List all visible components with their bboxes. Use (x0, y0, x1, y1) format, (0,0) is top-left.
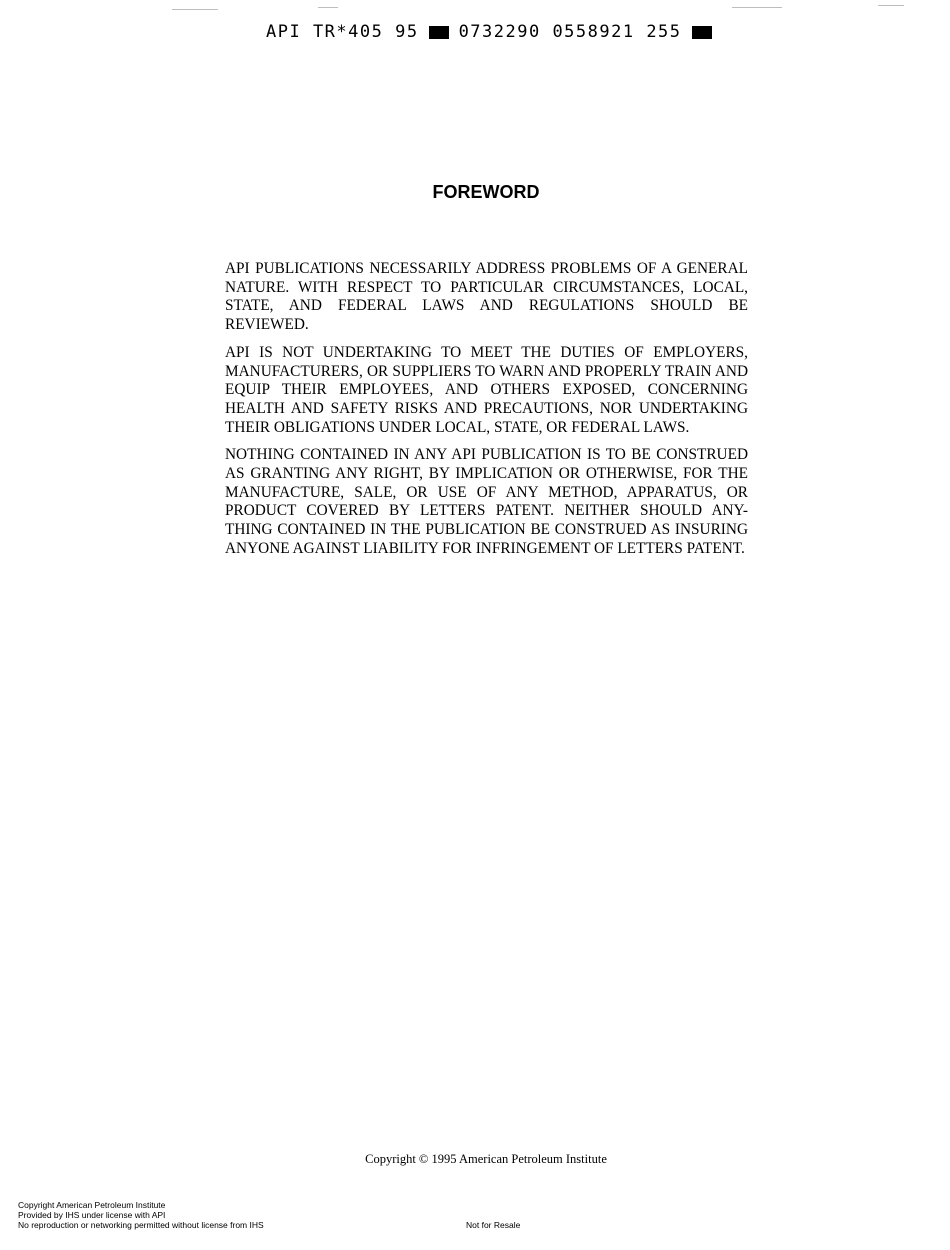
scan-artifact (878, 5, 904, 6)
footer-line: Copyright American Petroleum Institute (18, 1200, 166, 1210)
not-for-resale-label: Not for Resale (466, 1220, 521, 1230)
foreword-paragraph: NOTHING CONTAINED IN ANY API PUBLICATION IS TO BE CONSTRUED AS GRANTING ANY RIGHT, BY IMPLICATION OR OTHERWISE, FOR THE MANUFACTURE, SALE, OR USE OF ANY METHOD, APPARATUS, OR PRODUCT COVERED BY LETTERS PATENT. NEITHER SHOULD ANY-THING CONTAINED IN THE PUBLICATION BE CONSTRUED AS INSURING ANYONE AGAINST LIABILITY FOR INFRINGEMENT OF LETTERS PATENT. (225, 446, 748, 557)
footer-line: Provided by IHS under license with API (18, 1210, 166, 1220)
foreword-paragraph: API PUBLICATIONS NECESSARILY ADDRESS PROBLEMS OF A GENERAL NATURE. WITH RESPECT TO PARTICULAR CIRCUMSTANCES, LOCAL, STATE, AND FEDERAL LAWS AND REGULATIONS SHOULD BE REVIEWED. (225, 260, 748, 334)
license-footer (18, 1200, 264, 1230)
barcode-block-icon (692, 26, 712, 39)
copyright-notice: Copyright © 1995 American Petroleum Institute (365, 1152, 607, 1166)
foreword-paragraph: API IS NOT UNDERTAKING TO MEET THE DUTIES OF EMPLOYERS, MANUFACTURERS, OR SUPPLIERS TO WARN AND PROPERLY TRAIN AND EQUIP THEIR EMPLOYEES, AND OTHERS EXPOSED, CONCERNING HEALTH AND SAFETY RISKS AND PRECAUTIONS, NOR UNDERTAKING THEIR OBLIGATIONS UNDER LOCAL, STATE, OR FEDERAL LAWS. (225, 343, 748, 436)
foreword-body (225, 260, 748, 568)
document-code-right: 0732290 0558921 255 (458, 22, 682, 42)
scan-artifact (172, 9, 218, 10)
scan-artifact (732, 7, 782, 8)
document-code (266, 22, 716, 42)
document-code-left: API TR*405 95 (266, 22, 419, 42)
scan-artifact (318, 7, 338, 8)
footer-line: No reproduction or networking permitted without license from IHS (18, 1220, 264, 1230)
barcode-block-icon (429, 26, 449, 39)
page-title: FOREWORD (432, 182, 540, 202)
